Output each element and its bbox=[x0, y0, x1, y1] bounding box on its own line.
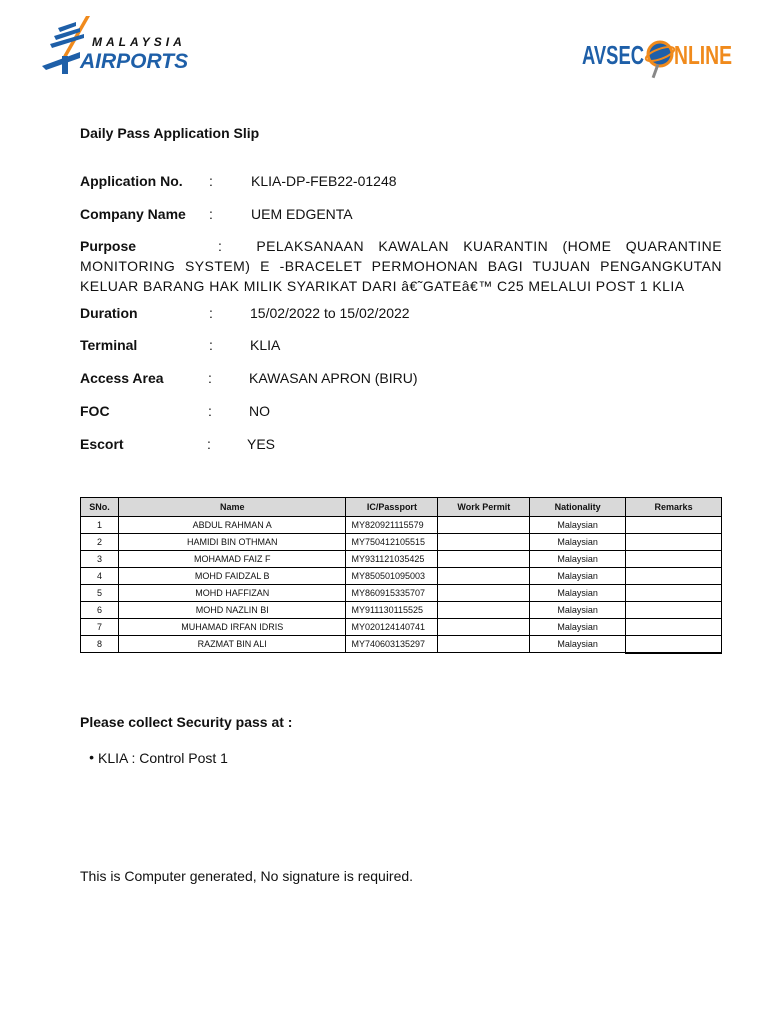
malaysia-airports-logo bbox=[36, 12, 200, 78]
cell-sno: 8 bbox=[81, 636, 119, 653]
cell-remarks bbox=[626, 619, 722, 636]
cell-nationality: Malaysian bbox=[530, 551, 626, 568]
access-area-colon: : bbox=[208, 370, 212, 386]
table-row bbox=[81, 602, 722, 619]
table-row bbox=[81, 585, 722, 602]
cell-nationality: Malaysian bbox=[530, 534, 626, 551]
cell-sno: 1 bbox=[81, 517, 119, 534]
cell-permit bbox=[438, 551, 530, 568]
cell-nationality: Malaysian bbox=[530, 568, 626, 585]
cell-nationality: Malaysian bbox=[530, 602, 626, 619]
cell-permit bbox=[438, 534, 530, 551]
cell-ic: MY740603135297 bbox=[346, 636, 438, 653]
cell-permit bbox=[438, 568, 530, 585]
avsec-online-logo bbox=[580, 28, 736, 84]
cell-nationality: Malaysian bbox=[530, 517, 626, 534]
duration-label: Duration bbox=[80, 305, 138, 321]
table-row bbox=[81, 568, 722, 585]
header-nationality: Nationality bbox=[530, 498, 626, 517]
cell-remarks bbox=[626, 602, 722, 619]
terminal-value: KLIA bbox=[250, 337, 281, 353]
foc-label: FOC bbox=[80, 403, 110, 419]
company-name-label: Company Name bbox=[80, 206, 186, 222]
bullet-icon: • bbox=[89, 749, 94, 765]
cell-ic: MY020124140741 bbox=[346, 619, 438, 636]
header-ic-passport: IC/Passport bbox=[346, 498, 438, 517]
cell-ic: MY820921115579 bbox=[346, 517, 438, 534]
cell-sno: 5 bbox=[81, 585, 119, 602]
cell-ic: MY860915335707 bbox=[346, 585, 438, 602]
application-no-colon: : bbox=[209, 173, 213, 189]
cell-sno: 2 bbox=[81, 534, 119, 551]
cell-remarks bbox=[626, 534, 722, 551]
escort-label: Escort bbox=[80, 436, 124, 452]
cell-name: MOHAMAD FAIZ F bbox=[118, 551, 345, 568]
purpose-value: PELAKSANAAN KAWALAN KUARANTIN (HOME QUARANTINE MONITORING SYSTEM) E -BRACELET PERMOHONAN BAGI TUJUAN PENGANGKUTAN KELUAR BARANG HAK MILIK SYARIKAT DARI â€˜GATEâ€™ C25 MELALUI POST 1 KLIA bbox=[80, 238, 722, 294]
cell-permit bbox=[438, 585, 530, 602]
cell-permit bbox=[438, 619, 530, 636]
footer-note: This is Computer generated, No signature is required. bbox=[80, 868, 414, 884]
cell-nationality: Malaysian bbox=[530, 585, 626, 602]
cell-permit bbox=[438, 636, 530, 653]
table-header-row bbox=[81, 498, 722, 517]
cell-sno: 6 bbox=[81, 602, 119, 619]
cell-nationality: Malaysian bbox=[530, 619, 626, 636]
header-name: Name bbox=[118, 498, 345, 517]
duration-value: 15/02/2022 to 15/02/2022 bbox=[250, 305, 410, 321]
cell-sno: 7 bbox=[81, 619, 119, 636]
cell-name: MOHD NAZLIN BI bbox=[118, 602, 345, 619]
escort-value: YES bbox=[247, 436, 276, 452]
cell-name: MUHAMAD IRFAN IDRIS bbox=[118, 619, 345, 636]
header-sno: SNo. bbox=[81, 498, 119, 517]
cell-nationality: Malaysian bbox=[530, 636, 626, 653]
personnel-table bbox=[80, 497, 722, 654]
page-title: Daily Pass Application Slip bbox=[80, 125, 260, 141]
cell-name: HAMIDI BIN OTHMAN bbox=[118, 534, 345, 551]
logo-text-airports: AIRPORTS bbox=[80, 50, 189, 73]
cell-permit bbox=[438, 602, 530, 619]
collect-heading: Please collect Security pass at : bbox=[80, 714, 293, 730]
terminal-colon: : bbox=[209, 337, 213, 353]
foc-value: NO bbox=[249, 403, 270, 419]
cell-name: MOHD HAFFIZAN bbox=[118, 585, 345, 602]
application-no-value: KLIA-DP-FEB22-01248 bbox=[251, 173, 397, 189]
access-area-label: Access Area bbox=[80, 370, 164, 386]
cell-permit bbox=[438, 517, 530, 534]
cell-name: RAZMAT BIN ALI bbox=[118, 636, 345, 653]
cell-ic: MY750412105515 bbox=[346, 534, 438, 551]
table-row bbox=[81, 636, 722, 653]
company-name-value: UEM EDGENTA bbox=[251, 206, 353, 222]
cell-name: ABDUL RAHMAN A bbox=[118, 517, 345, 534]
cell-remarks bbox=[626, 568, 722, 585]
cell-remarks bbox=[626, 551, 722, 568]
cell-remarks bbox=[626, 636, 722, 653]
cell-name: MOHD FAIDZAL B bbox=[118, 568, 345, 585]
cell-remarks bbox=[626, 517, 722, 534]
table-row bbox=[81, 534, 722, 551]
purpose-block bbox=[80, 236, 722, 296]
logo-text-nline: NLINE bbox=[674, 40, 732, 70]
purpose-colon: : bbox=[218, 238, 223, 254]
table-row bbox=[81, 619, 722, 636]
application-no-label: Application No. bbox=[80, 173, 183, 189]
terminal-label: Terminal bbox=[80, 337, 138, 353]
foc-colon: : bbox=[208, 403, 212, 419]
purpose-label: Purpose bbox=[80, 238, 137, 254]
logo-text-malaysia: MALAYSIA bbox=[92, 35, 186, 49]
cell-sno: 3 bbox=[81, 551, 119, 568]
cell-ic: MY850501095003 bbox=[346, 568, 438, 585]
cell-ic: MY911130115525 bbox=[346, 602, 438, 619]
collect-location-item: KLIA : Control Post 1 bbox=[98, 750, 228, 766]
company-name-colon: : bbox=[209, 206, 213, 222]
logo-text-avsec: AVSEC bbox=[582, 40, 645, 70]
table-row bbox=[81, 517, 722, 534]
header-work-permit: Work Permit bbox=[438, 498, 530, 517]
cell-remarks bbox=[626, 585, 722, 602]
access-area-value: KAWASAN APRON (BIRU) bbox=[249, 370, 418, 386]
cell-ic: MY931121035425 bbox=[346, 551, 438, 568]
header-remarks: Remarks bbox=[626, 498, 722, 517]
table-row bbox=[81, 551, 722, 568]
duration-colon: : bbox=[209, 305, 213, 321]
cell-sno: 4 bbox=[81, 568, 119, 585]
escort-colon: : bbox=[207, 436, 211, 452]
